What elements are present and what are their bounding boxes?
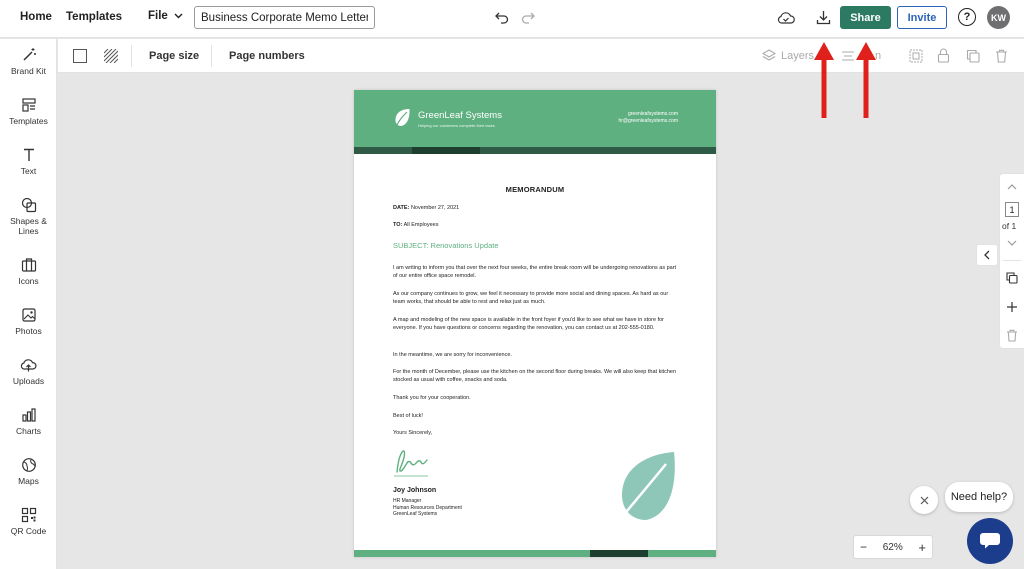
company-tagline[interactable]: Helping our customers complete their tasks — [418, 123, 495, 128]
zoom-out-button[interactable]: − — [860, 540, 868, 554]
chevron-down-icon — [174, 13, 183, 19]
sidebar-item-label: Icons — [18, 276, 39, 286]
delete-page-icon[interactable] — [1006, 329, 1018, 342]
trash-icon[interactable] — [995, 49, 1008, 63]
date-label: DATE: — [393, 205, 410, 211]
page-size-button[interactable]: Page size — [149, 50, 200, 62]
body-paragraph[interactable]: For the month of December, please use the kitchen on the second floor during breaks. We will also keep that kitchen stocked as usual with coffee, snacks and soda. — [393, 369, 677, 383]
need-help-bubble[interactable]: Need help? — [945, 482, 1013, 512]
sidebar-item-photos[interactable] — [0, 307, 57, 336]
sidebar-item-label: Charts — [15, 426, 42, 436]
body-paragraph[interactable]: In the meantime, we are sorry for inconvenience. — [393, 352, 512, 358]
website-text: greenleafsystems.com — [627, 111, 678, 117]
arrow-up-icon — [813, 40, 835, 118]
sidebar-item-label: Text — [20, 166, 37, 176]
contact-block[interactable] — [618, 111, 678, 125]
sidebar-item-charts[interactable] — [0, 407, 57, 436]
body-paragraph[interactable]: A map and modeling of the new space is available in the front foyer if you'd like to see what we have in store for everyone. If you have questions or concerns regarding the renovation, you can contact us at 202-555-0180. — [393, 317, 665, 331]
panel-divider — [1003, 260, 1021, 261]
globe-icon — [21, 457, 37, 473]
pattern-icon[interactable] — [104, 49, 118, 63]
image-icon — [21, 307, 37, 323]
bar-chart-icon — [21, 407, 37, 423]
body-paragraph[interactable]: Thank you for your cooperation. — [393, 395, 471, 401]
download-icon[interactable] — [814, 8, 832, 26]
share-button[interactable]: Share — [840, 6, 891, 29]
sidebar-item-text[interactable] — [0, 147, 57, 176]
help-dismiss-button[interactable] — [910, 486, 938, 514]
qr-code-icon — [21, 507, 37, 523]
cloud-save-icon[interactable] — [776, 9, 796, 27]
close-icon — [920, 496, 929, 505]
footer-stripe-accent — [590, 550, 648, 557]
shapes-icon — [21, 197, 37, 213]
sidebar-item-icons[interactable] — [0, 257, 57, 286]
sidebar-item-label: Photos — [15, 326, 42, 336]
chevron-down-icon[interactable] — [1007, 240, 1017, 246]
file-menu-label: File — [148, 10, 168, 22]
sidebar-item-label: QR Code — [10, 526, 47, 536]
signer-organization: GreenLeaf Systems — [393, 511, 438, 517]
subject-value: Renovations Update — [430, 241, 499, 250]
help-icon-glyph: ? — [963, 11, 971, 23]
undo-icon[interactable] — [494, 10, 510, 26]
current-page-input[interactable]: 1 — [1005, 202, 1019, 217]
document-page[interactable] — [354, 90, 716, 557]
redo-icon[interactable] — [520, 10, 536, 26]
chevron-left-icon — [984, 250, 990, 260]
date-line[interactable] — [393, 204, 677, 212]
signature-image[interactable] — [392, 446, 432, 478]
toolbar-divider — [131, 45, 132, 67]
signer-department: Human Resources Department — [393, 504, 462, 511]
to-line[interactable] — [393, 221, 677, 229]
sidebar-item-label: Maps — [18, 476, 39, 486]
sidebar-item-shapes-lines[interactable] — [0, 197, 57, 236]
file-menu[interactable] — [148, 10, 183, 22]
sidebar-item-label: Brand Kit — [11, 66, 46, 76]
lock-icon[interactable] — [937, 48, 950, 63]
leaf-logo-icon[interactable] — [394, 108, 411, 128]
document-title-input[interactable] — [194, 6, 375, 29]
duplicate-icon[interactable] — [966, 49, 980, 63]
templates-link[interactable]: Templates — [66, 11, 123, 23]
to-value: All Employees — [403, 222, 439, 228]
zoom-level[interactable]: 62% — [882, 541, 903, 553]
leaf-decoration-icon[interactable] — [612, 450, 682, 526]
signer-role: HR Manager — [393, 498, 422, 504]
layers-label[interactable]: Layers — [781, 50, 815, 62]
top-bar — [0, 0, 1024, 38]
email-text: hr@greenleafsystems.com — [618, 118, 678, 124]
to-label: TO: — [393, 222, 403, 228]
sidebar-item-brand-kit[interactable] — [0, 47, 57, 76]
sidebar-item-maps[interactable] — [0, 457, 57, 486]
memo-title[interactable]: MEMORANDUM — [505, 185, 565, 194]
editor-toolbar — [58, 39, 1024, 73]
date-value: November 27, 2021 — [410, 205, 460, 211]
home-link[interactable]: Home — [20, 11, 52, 23]
sidebar-item-label: Shapes & Lines — [10, 216, 47, 236]
group-icon[interactable] — [909, 49, 923, 63]
signer-name[interactable]: Joy Johnson — [393, 487, 437, 494]
sidebar-item-qr-code[interactable] — [0, 507, 57, 536]
background-color-swatch[interactable] — [73, 49, 87, 63]
sidebar-item-label: Templates — [9, 116, 48, 126]
sidebar-item-uploads[interactable] — [0, 357, 57, 386]
add-page-icon[interactable] — [1006, 301, 1018, 313]
footer-stripe — [354, 550, 716, 557]
zoom-control — [853, 535, 933, 559]
templates-icon — [21, 97, 37, 113]
subject-label: SUBJECT: — [393, 241, 429, 250]
company-name[interactable]: GreenLeaf Systems — [418, 110, 502, 121]
chat-icon — [979, 532, 1001, 550]
briefcase-icon — [21, 257, 37, 273]
align-label[interactable]: n — [875, 50, 882, 62]
body-paragraph[interactable]: Best of luck! — [393, 413, 423, 419]
help-icon[interactable] — [958, 8, 976, 26]
avatar[interactable]: KW — [987, 6, 1010, 29]
layers-icon[interactable] — [762, 49, 776, 63]
body-paragraph[interactable]: As our company continues to grow, we feel it necessary to provide more social and dining spaces. As hard as our team works, that should be able to rest and relax just as much. — [393, 291, 669, 305]
sidebar-item-label: Uploads — [12, 376, 45, 386]
page-navigator — [999, 173, 1024, 349]
header-stripe-accent — [412, 147, 480, 154]
toolbar-divider — [211, 45, 212, 67]
page-numbers-button[interactable]: Page numbers — [229, 50, 305, 62]
magic-wand-icon — [21, 47, 37, 63]
align-icon[interactable] — [841, 49, 855, 63]
left-sidebar — [0, 39, 57, 569]
copy-page-icon[interactable] — [1006, 272, 1018, 284]
page-total: of 1 — [1002, 221, 1017, 231]
text-icon — [21, 147, 37, 163]
subject-line[interactable] — [393, 241, 499, 250]
invite-button[interactable]: Invite — [897, 6, 947, 29]
header-stripe — [354, 147, 716, 154]
cloud-upload-icon — [20, 357, 37, 373]
zoom-in-button[interactable]: + — [918, 539, 926, 555]
body-paragraph[interactable]: Yours Sincerely, — [393, 430, 433, 436]
chevron-up-icon[interactable] — [1007, 184, 1017, 190]
arrow-up-icon — [855, 40, 877, 118]
collapse-panel-button[interactable] — [976, 244, 998, 266]
sidebar-item-templates[interactable] — [0, 97, 57, 126]
chat-button[interactable] — [967, 518, 1013, 564]
body-paragraph[interactable]: I am writing to inform you that over the next four weeks, the entire break room will be undergoing renovations as part of our entire office space remodel. — [393, 265, 677, 279]
